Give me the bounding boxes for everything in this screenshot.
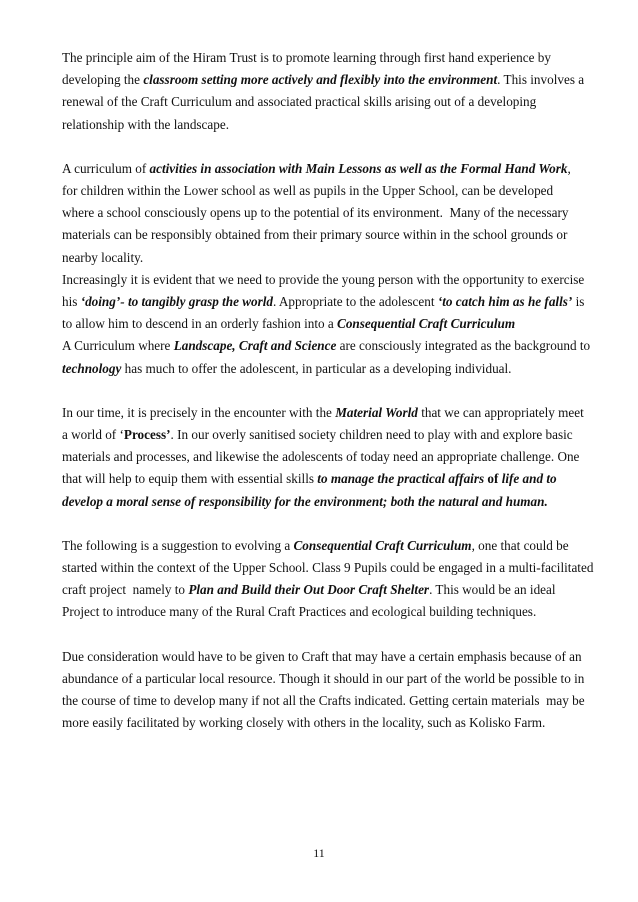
text-line bbox=[62, 601, 582, 623]
body-text: Increasingly it is evident that we need to provide the young person with the opportunity to exercise bbox=[62, 271, 585, 287]
body-text: . This involves a bbox=[497, 72, 585, 88]
text-line bbox=[62, 114, 582, 136]
text-line bbox=[62, 668, 585, 690]
body-text: craft project namely to bbox=[62, 582, 189, 598]
text-line bbox=[62, 247, 582, 269]
body-text: the course of time to develop many if not all the Crafts indicated. Getting certain materials may be bbox=[62, 693, 585, 709]
body-text: his bbox=[62, 294, 81, 310]
text-line bbox=[62, 468, 582, 490]
document-body bbox=[62, 47, 594, 734]
text-line bbox=[62, 424, 582, 446]
bold-text: of bbox=[484, 471, 502, 487]
text-line bbox=[62, 180, 582, 202]
body-text: a world of ‘ bbox=[62, 427, 124, 443]
text-line bbox=[62, 158, 582, 180]
body-text: A Curriculum where bbox=[62, 338, 174, 354]
text-line bbox=[62, 402, 582, 424]
emphasis-text: Landscape, Craft and Science bbox=[173, 338, 337, 354]
text-line bbox=[62, 557, 594, 579]
text-line bbox=[62, 491, 582, 513]
text-line bbox=[62, 579, 582, 601]
body-text: relationship with the landscape. bbox=[62, 116, 229, 132]
body-text: Due consideration would have to be given to Craft that may have a certain emphasis because of an bbox=[62, 648, 582, 664]
body-text: that we can appropriately meet bbox=[417, 404, 584, 420]
emphasis-text: life and to bbox=[501, 471, 557, 487]
emphasis-text: Consequential Craft Curriculum bbox=[337, 316, 516, 332]
body-text: Project to introduce many of the Rural Craft Practices and ecological building techniques. bbox=[62, 604, 537, 620]
text-line bbox=[62, 358, 582, 380]
text-line bbox=[62, 47, 582, 69]
body-text: , bbox=[567, 160, 571, 176]
emphasis-text: ‘to catch him as he falls’ bbox=[437, 294, 573, 310]
paragraph bbox=[62, 646, 585, 735]
text-line bbox=[62, 313, 582, 335]
text-line bbox=[62, 291, 585, 313]
text-line bbox=[62, 712, 582, 734]
text-line bbox=[62, 535, 582, 557]
body-text: started within the context of the Upper School. Class 9 Pupils could be engaged in a multi-facilitated bbox=[62, 560, 594, 576]
body-text: In our time, it is precisely in the encounter with the bbox=[62, 404, 336, 420]
body-text: is bbox=[572, 294, 585, 310]
body-text: abundance of a particular local resource. Though it should in our part of the world be possible to in bbox=[62, 670, 585, 686]
body-text: . This would be an ideal bbox=[429, 582, 556, 598]
text-line bbox=[62, 690, 585, 712]
emphasis-text: ‘doing’- to tangibly grasp the world bbox=[80, 294, 274, 310]
text-line bbox=[62, 269, 585, 291]
body-text: , one that could be bbox=[471, 537, 569, 553]
body-text: . In our overly sanitised society children need to play with and explore basic bbox=[170, 427, 573, 443]
body-text: . Appropriate to the adolescent bbox=[273, 294, 438, 310]
body-text: A curriculum of bbox=[62, 160, 150, 176]
body-text: renewal of the Craft Curriculum and associated practical skills arising out of a developing bbox=[62, 94, 537, 110]
emphasis-text: activities in association with Main Lessons as well as the Formal Hand Work bbox=[149, 160, 568, 176]
body-text: materials and processes, and likewise the adolescents of today need an appropriate challenge. One bbox=[62, 449, 580, 465]
text-line bbox=[62, 91, 582, 113]
body-text: has much to offer the adolescent, in particular as a developing individual. bbox=[121, 360, 512, 376]
text-line bbox=[62, 224, 582, 246]
text-line bbox=[62, 202, 582, 224]
body-text: developing the bbox=[62, 72, 144, 88]
emphasis-text: Consequential Craft Curriculum bbox=[293, 537, 472, 553]
emphasis-text: Material World bbox=[335, 404, 418, 420]
bold-text: Process’ bbox=[123, 427, 171, 443]
text-line bbox=[62, 335, 591, 357]
emphasis-text: technology bbox=[62, 360, 122, 376]
paragraph bbox=[62, 47, 585, 136]
paragraph bbox=[62, 535, 594, 624]
body-text: The principle aim of the Hiram Trust is to promote learning through first hand experience by bbox=[62, 50, 551, 65]
body-text: for children within the Lower school as well as pupils in the Upper School, can be developed bbox=[62, 183, 554, 199]
body-text: where a school consciously opens up to the potential of its environment. Many of the necessary bbox=[62, 205, 569, 221]
body-text: that will help to equip them with essential skills bbox=[62, 471, 318, 487]
text-line bbox=[62, 446, 582, 468]
text-line bbox=[62, 69, 585, 91]
page-number: 11 bbox=[313, 846, 325, 860]
body-text: The following is a suggestion to evolving a bbox=[62, 537, 294, 553]
paragraph bbox=[62, 402, 582, 513]
emphasis-text: develop a moral sense of responsibility for the environment; both the natural and human. bbox=[62, 493, 548, 509]
body-text: materials can be responsibly obtained from their primary source within in the school grounds or bbox=[62, 227, 568, 243]
body-text: more easily facilitated by working closely with others in the locality, such as Kolisko Farm. bbox=[62, 715, 546, 731]
emphasis-text: to manage the practical affairs bbox=[317, 471, 485, 487]
body-text: to allow him to descend in an orderly fashion into a bbox=[62, 316, 338, 332]
body-text: are consciously integrated as the background to bbox=[336, 338, 591, 354]
emphasis-text: classroom setting more actively and flexibly into the environment bbox=[143, 72, 498, 88]
body-text: nearby locality. bbox=[62, 249, 144, 265]
text-line bbox=[62, 646, 582, 668]
paragraph bbox=[62, 158, 591, 380]
emphasis-text: Plan and Build their Out Door Craft Shelter bbox=[188, 582, 430, 598]
